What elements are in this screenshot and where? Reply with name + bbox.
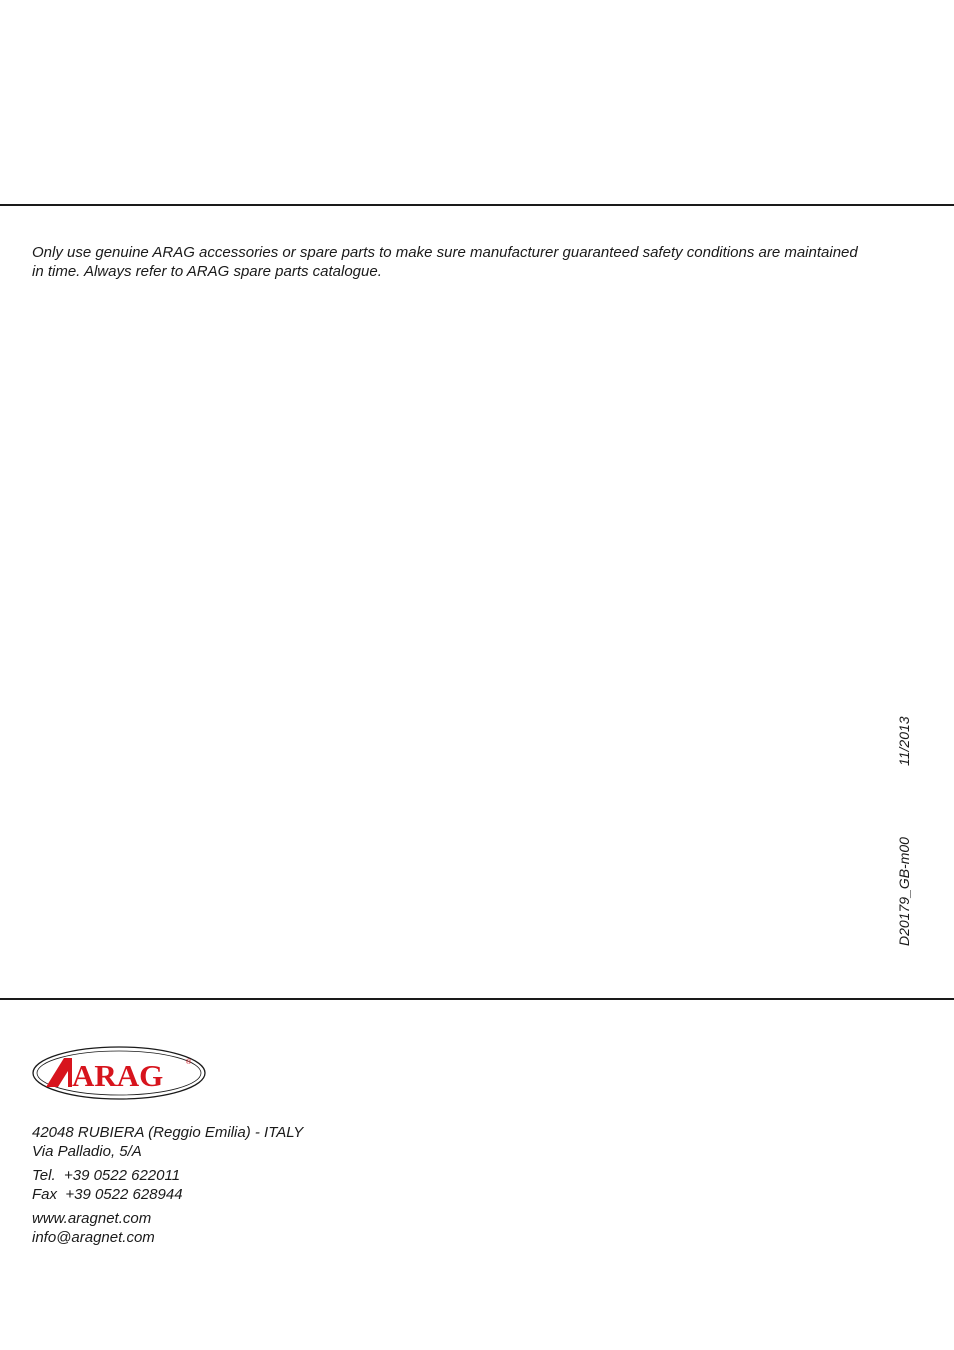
notice-line-2: in time. Always refer to ARAG spare parts catalogue.: [32, 263, 382, 280]
fax: Fax +39 0522 628944: [32, 1186, 183, 1203]
top-divider: [0, 204, 954, 206]
logo-registered-mark: ®: [186, 1059, 192, 1066]
arag-logo-graphic: [32, 1046, 206, 1100]
address-city: 42048 RUBIERA (Reggio Emilia) - ITALY: [32, 1124, 304, 1141]
spare-parts-notice: [32, 243, 922, 281]
contact-block: [32, 1123, 303, 1247]
telephone: Tel. +39 0522 622011: [32, 1167, 181, 1184]
bottom-divider: [0, 998, 954, 1000]
document-code: D20179_GB-m00: [896, 837, 912, 946]
document-code-vertical: [894, 716, 914, 946]
logo-text: ARAG: [72, 1058, 164, 1093]
website-link[interactable]: www.aragnet.com: [32, 1210, 152, 1227]
document-date: 11/2013: [896, 716, 912, 766]
address-street: Via Palladio, 5/A: [32, 1143, 142, 1160]
email-link[interactable]: info@aragnet.com: [32, 1229, 155, 1246]
arag-logo: [32, 1046, 206, 1100]
notice-line-1: Only use genuine ARAG accessories or spare parts to make sure manufacturer guaranteed safety conditions are maintained: [32, 244, 858, 261]
